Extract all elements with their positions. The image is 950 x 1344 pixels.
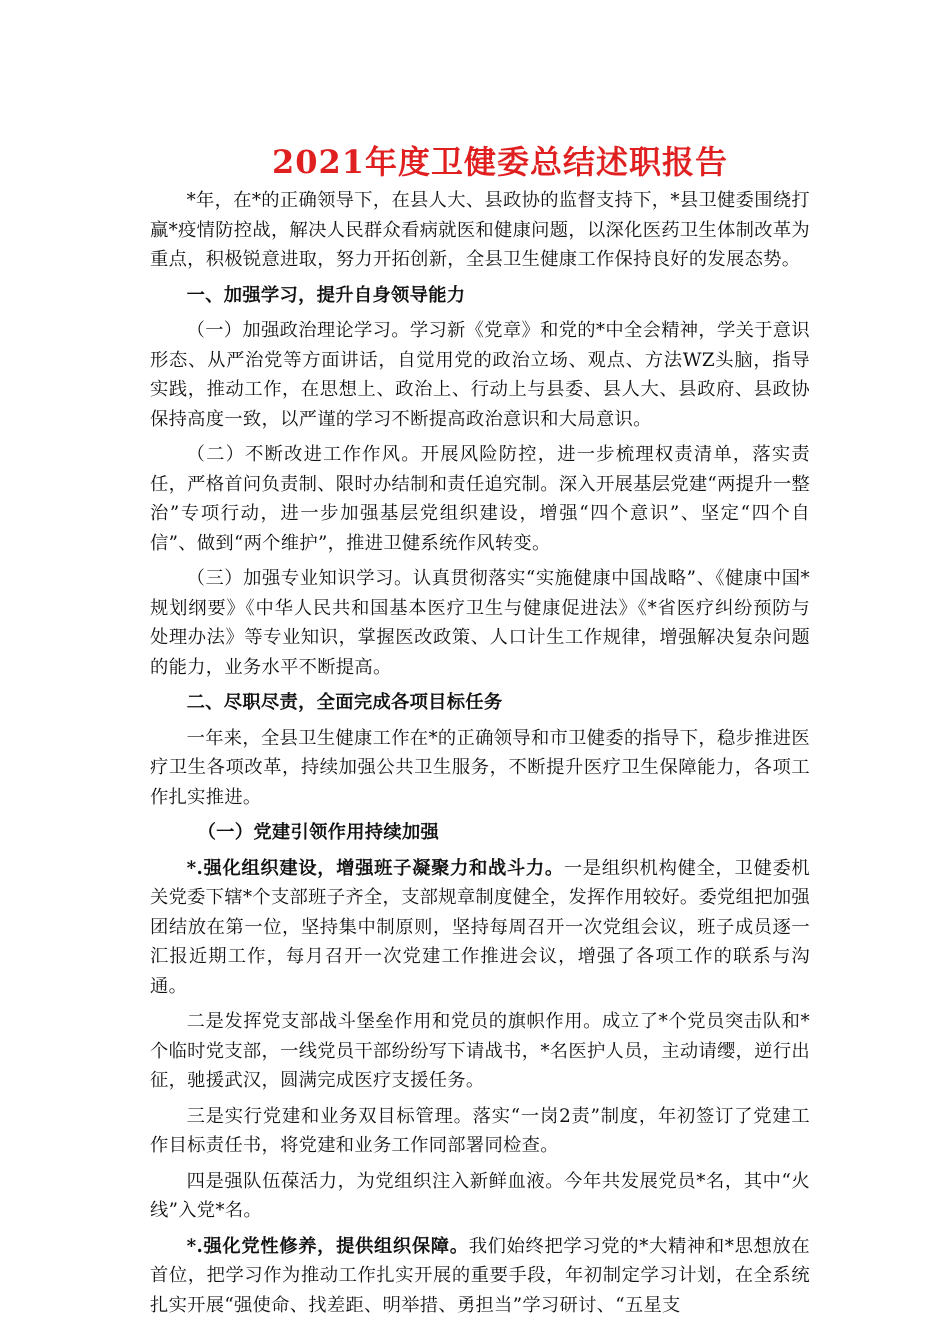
- section-1-paragraph-3: （三）加强专业知识学习。认真贯彻落实“实施健康中国战略”、《健康中国*规划纲要》《中华人民共和国基本医疗卫生与健康促进法》《*省医疗纠纷预防与处理办法》等专业知识，掌握医改政策、人口计生工作规律，增强解决复杂问题的能力，业务水平不断提高。: [150, 568, 810, 678]
- item-1-text: 一是组织机构健全，卫健委机关党委下辖*个支部班子齐全，支部规章制度健全，发挥作用较好。委党组把加强团结放在第一位，坚持集中制原则，坚持每周召开一次党组会议，班子成员逐一汇报近期工作，每月召开一次党建工作推进会议，增强了各项工作的联系与沟通。: [150, 857, 810, 997]
- intro-paragraph: *年，在*的正确领导下，在县人大、县政协的监督支持下，*县卫健委围绕打赢*疫情防控战，解决人民群众看病就医和健康问题，以深化医药卫生体制改革为重点，积极锐意进取，努力开拓创新，全县卫生健康工作保持良好的发展态势。: [150, 190, 810, 270]
- point-two-paragraph: 二是发挥党支部战斗堡垒作用和党员的旗帜作用。成立了*个党员突击队和*个临时党支部，一线党员干部纷纷写下请战书，*名医护人员，主动请缨，逆行出征，驰援武汉，圆满完成医疗支援任务。: [150, 1011, 810, 1091]
- section-2-heading: 二、尽职尽责，全面完成各项目标任务: [186, 692, 503, 713]
- item-2-paragraph: [150, 1232, 810, 1321]
- section-2-intro: 一年来，全县卫生健康工作在*的正确领导和市卫健委的指导下，稳步推进医疗卫生各项改革，持续加强公共卫生服务，不断提升医疗卫生保障能力，各项工作扎实推进。: [150, 727, 810, 808]
- item-1-paragraph: [150, 854, 810, 1002]
- section-1-paragraph-1: （一）加强政治理论学习。学习新《党章》和党的*中全会精神，学关于意识形态、从严治党等方面讲话，自觉用党的政治立场、观点、方法WZ头脑，指导实践，推动工作，在思想上、政治上、行动上与县委、县人大、县政府、县政协保持高度一致，以严谨的学习不断提高政治意识和大局意识。: [150, 320, 810, 430]
- section-1-heading: 一、加强学习，提升自身领导能力: [186, 284, 466, 306]
- point-three-paragraph: 三是实行党建和业务双目标管理。落实“一岗2责”制度，年初签订了党建工作目标责任书，将党建和业务工作同部署同检查。: [150, 1105, 810, 1156]
- item-2-text: 我们始终把学习党的*大精神和*思想放在首位，把学习作为推动工作扎实开展的重要手段，年初制定学习计划，在全系统扎实开展“强使命、找差距、明举措、勇担当”学习研讨、“五星支: [150, 1235, 810, 1316]
- document-body: [150, 186, 810, 1326]
- section-1-paragraph-2: （二）不断改进工作作风。开展风险防控，进一步梳理权责清单，落实责任，严格首问负责制、限时办结制和责任追究制。深入开展基层党建“两提升一整治”专项行动，进一步加强基层党组织建设，增强“四个意识”、坚定“四个自信”、做到“两个维护”，推进卫健系统作风转变。: [150, 444, 810, 554]
- item-2-lead: *.强化党性修养，提供组织保障。: [186, 1235, 469, 1257]
- point-four-paragraph: 四是强队伍葆活力，为党组织注入新鲜血液。今年共发展党员*名，其中“火线”入党*名。: [150, 1170, 810, 1221]
- document-title: 2021年度卫健委总结述职报告: [271, 143, 729, 181]
- item-1-lead: *.强化组织建设，增强班子凝聚力和战斗力。: [186, 857, 564, 879]
- subsection-1-heading: （一）党建引领作用持续加强: [197, 822, 440, 843]
